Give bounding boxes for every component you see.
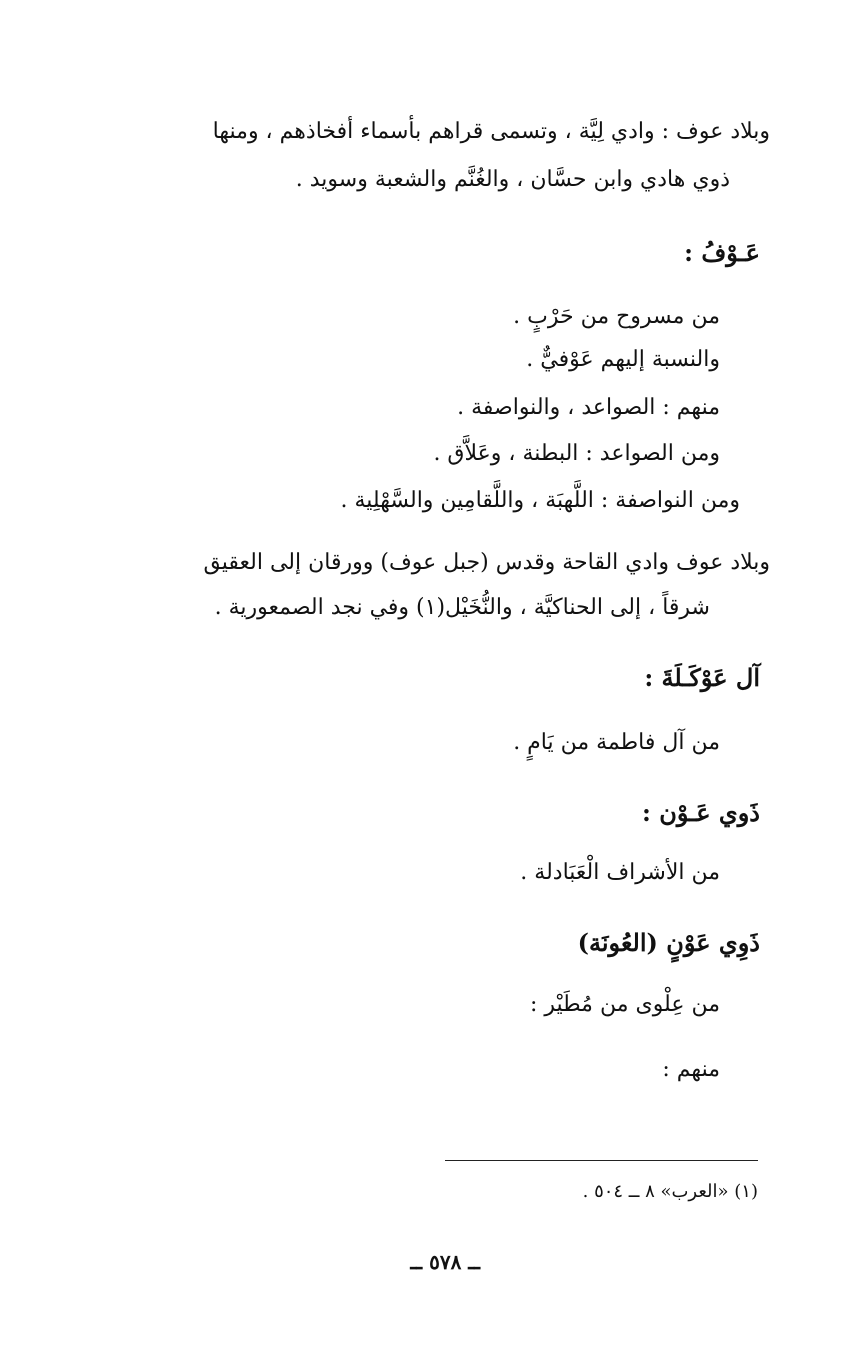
entry-line: ومن النواصفة : اللَّهبَة ، واللَّقامِين والسَّهْلِية .: [340, 488, 740, 513]
entry-line: من عِلْوى من مُطَيْر :: [529, 992, 720, 1017]
paragraph-line: وبلاد عوف : وادي لِيَّة ، وتسمى قراهم بأسماء أفخاذهم ، ومنها: [212, 119, 770, 144]
entry-line: منهم :: [662, 1057, 720, 1082]
paragraph-line: شرقاً ، إلى الحناكيَّة ، والنُّخَيْل(١) وفي نجد الصمعورية .: [214, 595, 710, 620]
entry-heading: آل عَوْكَـلَةَ :: [644, 663, 760, 692]
entry-line: ومن الصواعد : البطنة ، وعَلاَّق .: [433, 441, 720, 466]
footnote-divider: [445, 1160, 758, 1161]
entry-line: من آل فاطمة من يَامٍ .: [513, 730, 720, 755]
entry-line: من الأشراف الْعَبَادلة .: [520, 860, 720, 885]
page-number: ــ ٥٧٨ ــ: [410, 1250, 480, 1274]
paragraph-line: وبلاد عوف وادي القاحة وقدس (جبل عوف) وورقان إلى العقيق: [203, 550, 770, 575]
entry-heading: عَـوْفُ :: [684, 238, 760, 267]
paragraph-line: ذوي هادي وابن حسَّان ، والغُنَّم والشعبة وسويد .: [295, 167, 730, 192]
entry-line: من مسروح من حَرْبٍ .: [513, 304, 720, 329]
entry-heading: ذَوي عَـوْن :: [641, 798, 760, 827]
footnote: (١) «العرب» ٨ ــ ٥٠٤ .: [582, 1181, 758, 1202]
entry-line: والنسبة إليهم عَوْفيٌّ .: [526, 347, 720, 372]
entry-line: منهم : الصواعد ، والنواصفة .: [457, 395, 720, 420]
entry-heading: ذَوِي عَوْنٍ (العُونَة): [577, 928, 760, 957]
